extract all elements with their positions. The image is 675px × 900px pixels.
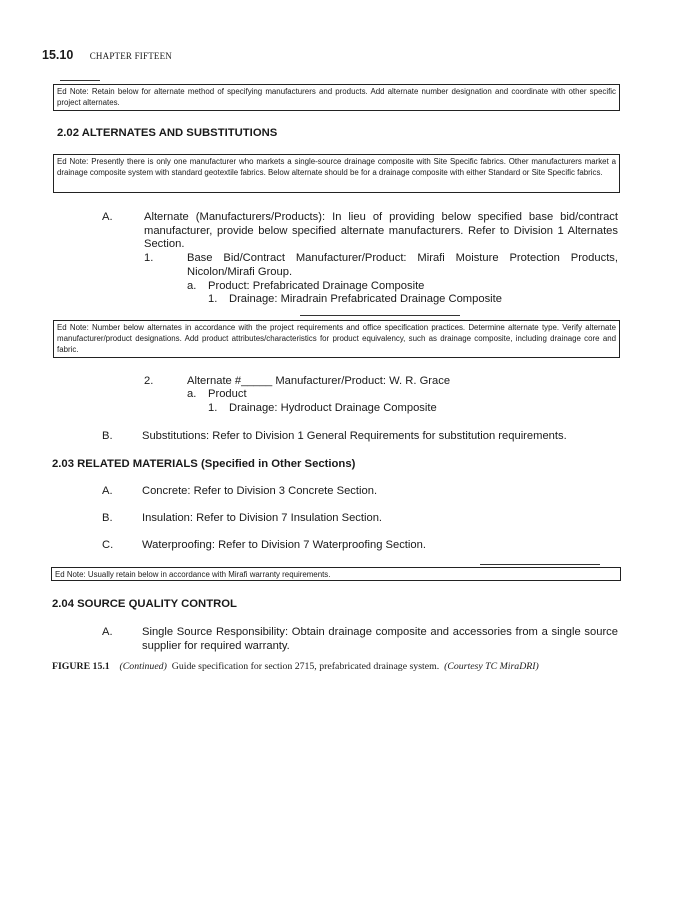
item-marker: B. <box>102 430 113 442</box>
note-top-rule <box>480 564 600 565</box>
alternate-manufacturer-line: Alternate #_____ Manufacturer/Product: W. R. Grace <box>187 375 451 387</box>
ed-note-warranty: Ed Note: Usually retain below in accordance with Mirafi warranty requirements. <box>51 567 621 581</box>
item-marker: A. <box>102 626 113 638</box>
item-marker: 1. <box>208 402 218 414</box>
ed-note-single-manufacturer: Ed Note: Presently there is only one manufacturer who markets a single-source drainage composite with Site Specific fabrics. Other manufacturers market a drainage composite system with standard geotextile fabrics. Below alternate should be for a drainage composite with either Standard or Site Specific fabrics. <box>53 154 620 193</box>
figure-caption <box>52 661 539 672</box>
item-marker: 2. <box>144 375 154 387</box>
running-header <box>42 46 172 64</box>
chapter-title: CHAPTER FIFTEEN <box>89 51 172 61</box>
note-top-rule <box>300 315 460 316</box>
caption-text: Guide specification for section 2715, prefabricated drainage system. <box>171 661 440 672</box>
caption-continued: (Continued) <box>119 661 167 672</box>
section-heading-2-04: 2.04 SOURCE QUALITY CONTROL <box>52 598 237 610</box>
item-marker: A. <box>102 211 113 223</box>
related-item-concrete: Concrete: Refer to Division 3 Concrete Section. <box>142 485 378 497</box>
item-marker: B. <box>102 512 113 524</box>
section-heading-2-02: 2.02 ALTERNATES AND SUBSTITUTIONS <box>57 127 278 139</box>
item-marker: C. <box>102 539 114 551</box>
figure-label: FIGURE 15.1 <box>52 661 110 672</box>
product-line: Product <box>208 388 247 400</box>
section-heading-2-03: 2.03 RELATED MATERIALS (Specified in Other Sections) <box>52 458 356 470</box>
alternate-paragraph: Alternate (Manufacturers/Products): In lieu of providing below specified base bid/contract manufacturer, provide below specified alternate manufacturers. Refer to Division 1 Alternates Section. <box>144 211 618 251</box>
single-source-paragraph: Single Source Responsibility: Obtain drainage composite and accessories from a single source supplier for required warranty. <box>142 626 618 652</box>
item-marker: a. <box>187 280 197 292</box>
drainage-line: Drainage: Hydroduct Drainage Composite <box>229 402 437 414</box>
related-item-insulation: Insulation: Refer to Division 7 Insulation Section. <box>142 512 383 524</box>
page-number: 15.10 <box>42 48 74 62</box>
item-marker: a. <box>187 388 197 400</box>
substitutions-paragraph: Substitutions: Refer to Division 1 General Requirements for substitution requirements. <box>142 430 567 442</box>
drainage-line: Drainage: Miradrain Prefabricated Drainage Composite <box>229 293 502 305</box>
item-marker: A. <box>102 485 113 497</box>
ed-note-alternate-method: Ed Note: Retain below for alternate method of specifying manufacturers and products. Add alternate number designation and coordinate with other specific project alternates. <box>53 84 620 111</box>
product-line: Product: Prefabricated Drainage Composite <box>208 280 425 292</box>
base-bid-paragraph: Base Bid/Contract Manufacturer/Product: Mirafi Moisture Protection Products, Nicolon/Mirafi Group. <box>187 252 618 278</box>
note-top-rule <box>60 80 100 81</box>
related-item-waterproofing: Waterproofing: Refer to Division 7 Waterproofing Section. <box>142 539 426 551</box>
caption-courtesy: (Courtesy TC MiraDRI) <box>444 661 539 672</box>
item-marker: 1. <box>144 252 154 264</box>
item-marker: 1. <box>208 293 218 305</box>
ed-note-number-alternates: Ed Note: Number below alternates in accordance with the project requirements and office specification practices. Determine alternate type. Verify alternate manufacturer/product designations. Add product attributes/characteristics for product equivalency, such as drainage composite, including drainage core and fabric. <box>53 320 620 358</box>
